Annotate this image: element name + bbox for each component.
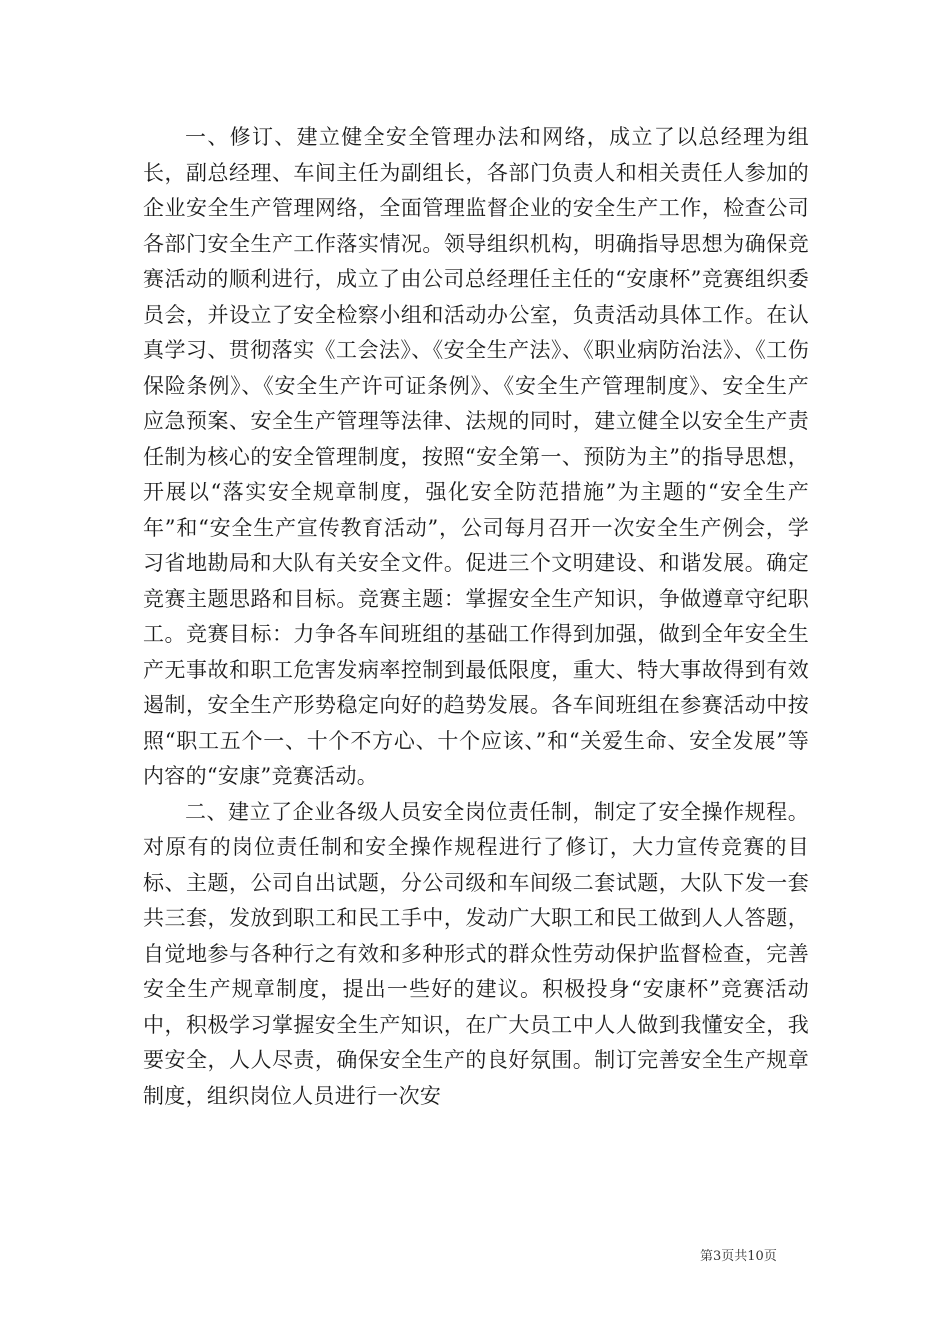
- page-number-footer: 第3页共10页: [700, 1249, 777, 1264]
- paragraph-1: 一、修订、建立健全安全管理办法和网络，成立了以总经理为组长，副总经理、车间主任为副组长，各部门负责人和相关责任人参加的企业安全生产管理网络，全面管理监督企业的安全生产工作，检查公司各部门安全生产工作落实情况。领导组织机构，明确指导思想为确保竞赛活动的顺利进行，成立了由公司总经理任主任的“安康杯”竞赛组织委员会，并设立了安全检察小组和活动办公室，负责活动具体工作。在认真学习、贯彻落实《工会法》、《安全生产法》、《职业病防治法》、《工伤保险条例》、《安全生产许可证条例》、《安全生产管理制度》、安全生产应急预案、安全生产管理等法律、法规的同时，建立健全以安全生产责任制为核心的安全管理制度，按照“安全第一、预防为主”的指导思想，开展以“落实安全规章制度，强化安全防范措施”为主题的“安全生产年”和“安全生产宣传教育活动”，公司每月召开一次安全生产例会，学习省地勘局和大队有关安全文件。促进三个文明建设、和谐发展。确定竞赛主题思路和目标。竞赛主题：掌握安全生产知识，争做遵章守纪职工。竞赛目标：力争各车间班组的基础工作得到加强，做到全年安全生产无事故和职工危害发病率控制到最低限度，重大、特大事故得到有效遏制，安全生产形势稳定向好的趋势发展。各车间班组在参赛活动中按照“职工五个一、十个不方心、十个应该、”和“关爱生命、安全发展”等内容的“安康”竞赛活动。: [143, 125, 809, 788]
- document-body: [143, 120, 809, 1114]
- paragraph-2: 二、建立了企业各级人员安全岗位责任制，制定了安全操作规程。对原有的岗位责任制和安全操作规程进行了修订，大力宣传竞赛的目标、主题，公司自出试题，分公司级和车间级二套试题，大队下发一套共三套，发放到职工和民工手中，发动广大职工和民工做到人人答题，自觉地参与各种行之有效和多种形式的群众性劳动保护监督检查，完善安全生产规章制度，提出一些好的建议。积极投身“安康杯”竞赛活动中，积极学习掌握安全生产知识，在广大员工中人人做到我懂安全，我要安全，人人尽责，确保安全生产的良好氛围。制订完善安全生产规章制度，组织岗位人员进行一次安: [143, 799, 809, 1108]
